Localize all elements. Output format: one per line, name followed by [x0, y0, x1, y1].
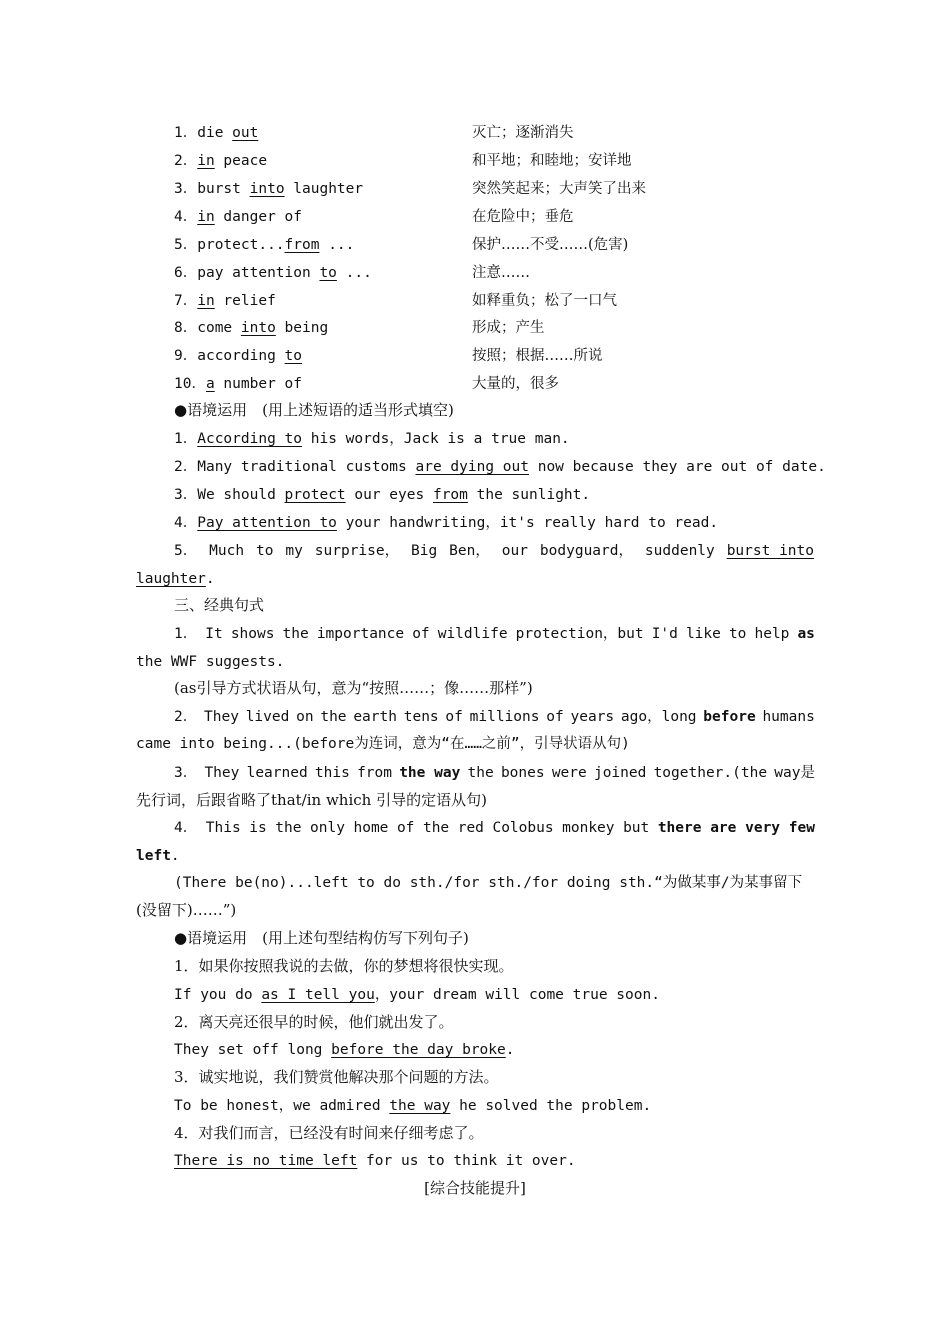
pattern-2-line-2: came into being...(before为连词，意为“在……之前”，引导状语从句): [136, 736, 630, 752]
fill-item-2: 2．Many traditional customs are dying out now because they are out of date.: [174, 459, 826, 475]
section-title-classic-patterns: 三、经典句式: [174, 596, 265, 614]
fill-item-5: 5． Much to my surprise， Big Ben， our bodyguard， suddenly burst into: [174, 543, 814, 559]
section-heading-phrase-practice: ●语境运用 (用上述短语的适当形式填空): [174, 401, 454, 419]
fill-item-5-continued: laughter.: [136, 571, 215, 587]
pattern-4-line-1: 4． This is the only home of the red Colobus monkey but there are very few: [174, 820, 815, 836]
pattern-1-line-1: 1． It shows the importance of wildlife protection，but I'd like to help as: [174, 626, 815, 642]
pattern-4-note-continued: (没留下)……”): [136, 901, 237, 919]
translate-item-1-chinese: 1．如果你按照我说的去做，你的梦想将很快实现。: [174, 957, 514, 975]
translate-item-4-answer: There is no time left for us to think it over.: [174, 1153, 576, 1169]
pattern-1-line-2: the WWF suggests.: [136, 654, 285, 670]
fill-item-3: 3．We should protect our eyes from the sunlight.: [174, 487, 591, 503]
translate-item-3-chinese: 3．诚实地说，我们赞赏他解决那个问题的方法。: [174, 1068, 499, 1086]
section-heading-pattern-practice: ●语境运用 (用上述句型结构仿写下列句子): [174, 929, 469, 947]
phrase-row-2: 2．in peace 和平地；和睦地；安详地: [174, 153, 632, 169]
pattern-1-note: (as引导方式状语从句，意为“按照……；像……那样”): [174, 679, 533, 697]
phrase-row-10: 10．a number of 大量的，很多: [174, 376, 559, 392]
translate-item-2-chinese: 2．离天亮还很早的时候，他们就出发了。: [174, 1013, 454, 1031]
phrase-row-9: 9．according to 按照；根据……所说: [174, 348, 603, 364]
pattern-2-line-1: 2． They lived on the earth tens of millions of years ago，long before humans: [174, 709, 815, 725]
translate-item-3-answer: To be honest，we admired the way he solved the problem.: [174, 1098, 652, 1114]
phrase-row-1: 1．die out 灭亡；逐渐消失: [174, 125, 574, 141]
phrase-row-7: 7．in relief 如释重负；松了一口气: [174, 293, 617, 309]
pattern-4-line-2: left.: [136, 848, 180, 864]
phrase-row-4: 4．in danger of 在危险中；垂危: [174, 209, 574, 225]
translate-item-2-answer: They set off long before the day broke.: [174, 1042, 515, 1058]
phrase-row-5: 5．protect...from ... 保护……不受……(危害): [174, 237, 629, 253]
pattern-4-note: (There be(no)...left to do sth./for sth./for doing sth.“为做某事/为某事留下: [174, 875, 803, 891]
translate-item-4-chinese: 4．对我们而言，已经没有时间来仔细考虑了。: [174, 1124, 484, 1142]
phrase-row-6: 6．pay attention to ... 注意……: [174, 265, 530, 281]
pattern-3-line-2: 先行词，后跟省略了that/in which 引导的定语从句): [136, 791, 487, 809]
fill-item-4: 4．Pay attention to your handwriting，it's really hard to read.: [174, 515, 719, 531]
phrase-row-3: 3．burst into laughter 突然笑起来；大声笑了出来: [174, 181, 646, 197]
section-label-comprehensive-skills: [综合技能提升]: [424, 1179, 526, 1197]
fill-item-1: 1．According to his words，Jack is a true man.: [174, 431, 570, 447]
pattern-3-line-1: 3． They learned this from the way the bones were joined together.(the way是: [174, 765, 815, 781]
phrase-row-8: 8．come into being 形成；产生: [174, 320, 545, 336]
translate-item-1-answer: If you do as I tell you，your dream will come true soon.: [174, 987, 660, 1003]
